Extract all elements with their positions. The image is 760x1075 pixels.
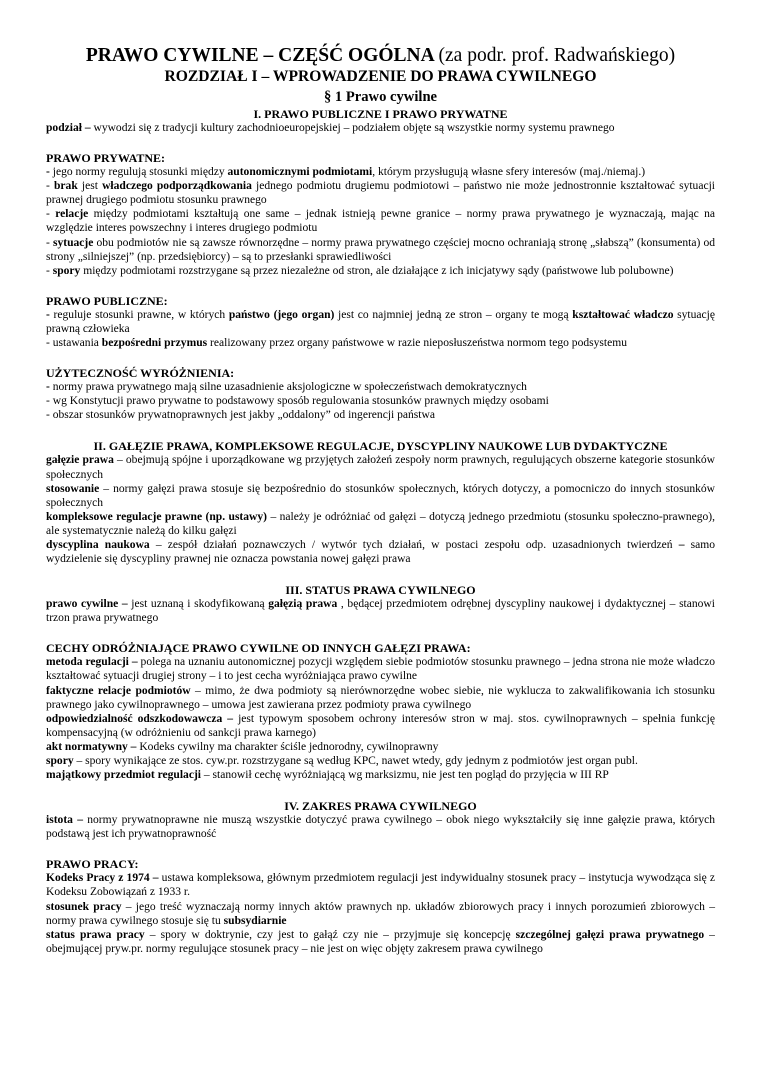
- definition-istota: istota – normy prywatnoprawne nie muszą wszystkie dotyczyć prawa cywilnego – obok niego wykształciły się inne gałęzie prawa, których podstawą jest ich prywatnoprawność: [46, 814, 715, 841]
- section-heading-4: IV. ZAKRES PRAWA CYWILNEGO: [284, 799, 477, 814]
- heading-uzytecznosc: UŻYTECZNOŚĆ WYRÓŻNIENIA:: [46, 366, 235, 381]
- definition-akt: akt normatywny – Kodeks cywilny ma charakter ściśle jednorodny, cywilnoprawny: [46, 740, 439, 753]
- definition-metoda: metoda regulacji – polega na uznaniu autonomicznej pozycji względem siebie podmiotów stosunku prawnego – jedna strona nie może władczo kształtować sytuacji drugiej strony – i to jest cecha wyróżniająca prawo cywilne: [46, 656, 715, 683]
- definition-faktyczne: faktyczne relacje podmiotów – mimo, że dwa podmioty są nierównorzędne wobec siebie, nie wyklucza to zakwalifikowania ich stosunku prawnego jako cywilnoprawnego – umowa jest zawierana przez podmioty prawa cywilnego: [46, 684, 715, 711]
- list-item: - ustawania bezpośredni przymus realizowany przez organy państwowe w razie nieposłuszeństwa normom tego podsystemu: [46, 337, 627, 350]
- definition-kodeks-pracy: Kodeks Pracy z 1974 – ustawa kompleksowa, głównym przedmiotem regulacji jest indywidualny stosunek pracy – instytucja wywodząca się z Kodeksu Zobowiązań z 1933 r.: [46, 872, 716, 899]
- definition-podzial: podział – wywodzi się z tradycji kultury zachodnioeuropejskiej – podziałem objęte są wszystkie normy systemu prawnego: [46, 122, 615, 134]
- heading-prawo-prywatne: PRAWO PRYWATNE:: [46, 151, 166, 166]
- list-item: - reguluje stosunki prawne, w których państwo (jego organ) jest co najmniej jedną ze stron – organy te mogą kształtować władczo sytuację prawną człowieka: [46, 308, 715, 335]
- document-title: PRAWO CYWILNE – CZĘŚĆ OGÓLNA (za podr. prof. Radwańskiego): [85, 45, 676, 66]
- definition-odpowiedzialnosc: odpowiedzialność odszkodowawcza – jest typowym sposobem ochrony interesów stron w maj. stos. cywilnoprawnych – spełnia funkcję kompensacyjną (w odróżnieniu od sankcji prawa karnego): [46, 712, 716, 739]
- definition-stosunek-pracy: stosunek pracy – jego treść wyznaczają normy innych aktów prawnych np. układów zbiorowych pracy i innych porozumień zbiorowych – normy prawa cywilnego stosuje się tu subsydiarnie: [46, 900, 715, 927]
- section-heading-2: II. GAŁĘZIE PRAWA, KOMPLEKSOWE REGULACJE, DYSCYPLINY NAUKOWE LUB DYDAKTYCZNE: [93, 439, 668, 454]
- list-item: - obszar stosunków prywatnoprawnych jest jakby „oddalony” od ingerencji państwa: [46, 409, 435, 422]
- definition-prawo-cywilne: prawo cywilne – jest uznaną i skodyfikowaną gałęzią prawa , będącej przedmiotem odrębnej dyscypliny naukowej i dydaktycznej – stanowi trzon prawa prywatnego: [46, 598, 715, 625]
- section-heading-3: III. STATUS PRAWA CYWILNEGO: [285, 583, 476, 598]
- section-heading-1: I. PRAWO PUBLICZNE I PRAWO PRYWATNE: [253, 107, 508, 121]
- heading-prawo-pracy: PRAWO PRACY:: [46, 857, 139, 872]
- definition-stosowanie: stosowanie – normy gałęzi prawa stosuje się bezpośrednio do stosunków społecznych, których dotyczy, a pomocniczo do innych stosunków społecznych: [46, 482, 715, 509]
- chapter-title: ROZDZIAŁ I – WPROWADZENIE DO PRAWA CYWILNEGO: [164, 68, 597, 85]
- definition-majatkowy: majątkowy przedmiot regulacji – stanowił cechę wyróżniającą wg marksizmu, nie jest ten pogląd do przyjęcia w III RP: [46, 769, 609, 782]
- list-item: - normy prawa prywatnego mają silne uzasadnienie aksjologiczne w społeczeństwach demokratycznych: [46, 381, 527, 394]
- list-item: - relacje między podmiotami kształtują one same – jednak istnieją pewne granice – normy prawa prywatnego je wyznaczają, mając na względzie interes powszechny i interes drugiego podmiotu: [46, 208, 716, 235]
- heading-prawo-publiczne: PRAWO PUBLICZNE:: [46, 293, 168, 308]
- list-item: - spory między podmiotami rozstrzygane są przez niezależne od stron, ale działające z ich inicjatywy sądy (państwowe lub polubowne): [46, 264, 674, 277]
- definition-status-prawa-pracy: status prawa pracy – spory w doktrynie, czy jest to gałąź czy nie – przyjmuje się koncepcję szczególnej gałęzi prawa prywatnego – obejmującej pryw.pr. normy regulujące stosunek pracy – nie jest on więc objęty zakresem prawa cywilnego: [46, 928, 715, 955]
- list-item: - wg Konstytucji prawo prywatne to podstawowy sposób regulowania stosunków prawnych między osobami: [46, 395, 549, 408]
- definition-spory: spory – spory wynikające ze stos. cyw.pr. rozstrzygane są według KPC, nawet wtedy, gdy jednym z podmiotów jest organ publ.: [46, 755, 638, 767]
- heading-cechy: CECHY ODRÓŻNIAJĄCE PRAWO CYWILNE OD INNYCH GAŁĘZI PRAWA:: [46, 641, 471, 656]
- definition-galezie: gałęzie prawa – obejmują spójne i uporządkowane wg przyjętych założeń zespoły norm prawnych, regulujących obszerne kategorie stosunków społecznych: [46, 454, 715, 481]
- list-item: - brak jest władczego podporządkowania jednego podmiotu drugiemu podmiotowi – państwo nie może jednostronnie kształtować sytuacji prawnej drugiego podmiotu stosunku prawnego: [46, 180, 715, 207]
- definition-kompleksowe: kompleksowe regulacje prawne (np. ustawy) – należy je odróżniać od gałęzi – dotyczą jednego przedmiotu (stosunku społeczno-prawnego), ale systematycznie należą do kilku gałęzi: [46, 510, 715, 537]
- list-item: - jego normy regulują stosunki między autonomicznymi podmiotami, którym przysługują własne sfery interesów (maj./niemaj.): [46, 166, 646, 179]
- list-item: - sytuacje obu podmiotów nie są zawsze równorzędne – normy prawa prywatnego częściej mocno ochraniają stronę „słabszą” (konsumenta) od strony „silniejszej” (np. przedsiębiorcy) – są to przesłanki sprawiedliwości: [46, 236, 715, 263]
- paragraph-title: § 1 Prawo cywilne: [323, 89, 438, 105]
- definition-dyscyplina: dyscyplina naukowa – zespół działań poznawczych / wytwór tych działań, w postaci zespołu odp. uzasadnionych twierdzeń – samo wydzielenie się dyscypliny prawnej nie oznacza powstania nowej gałęzi prawa: [46, 538, 715, 566]
